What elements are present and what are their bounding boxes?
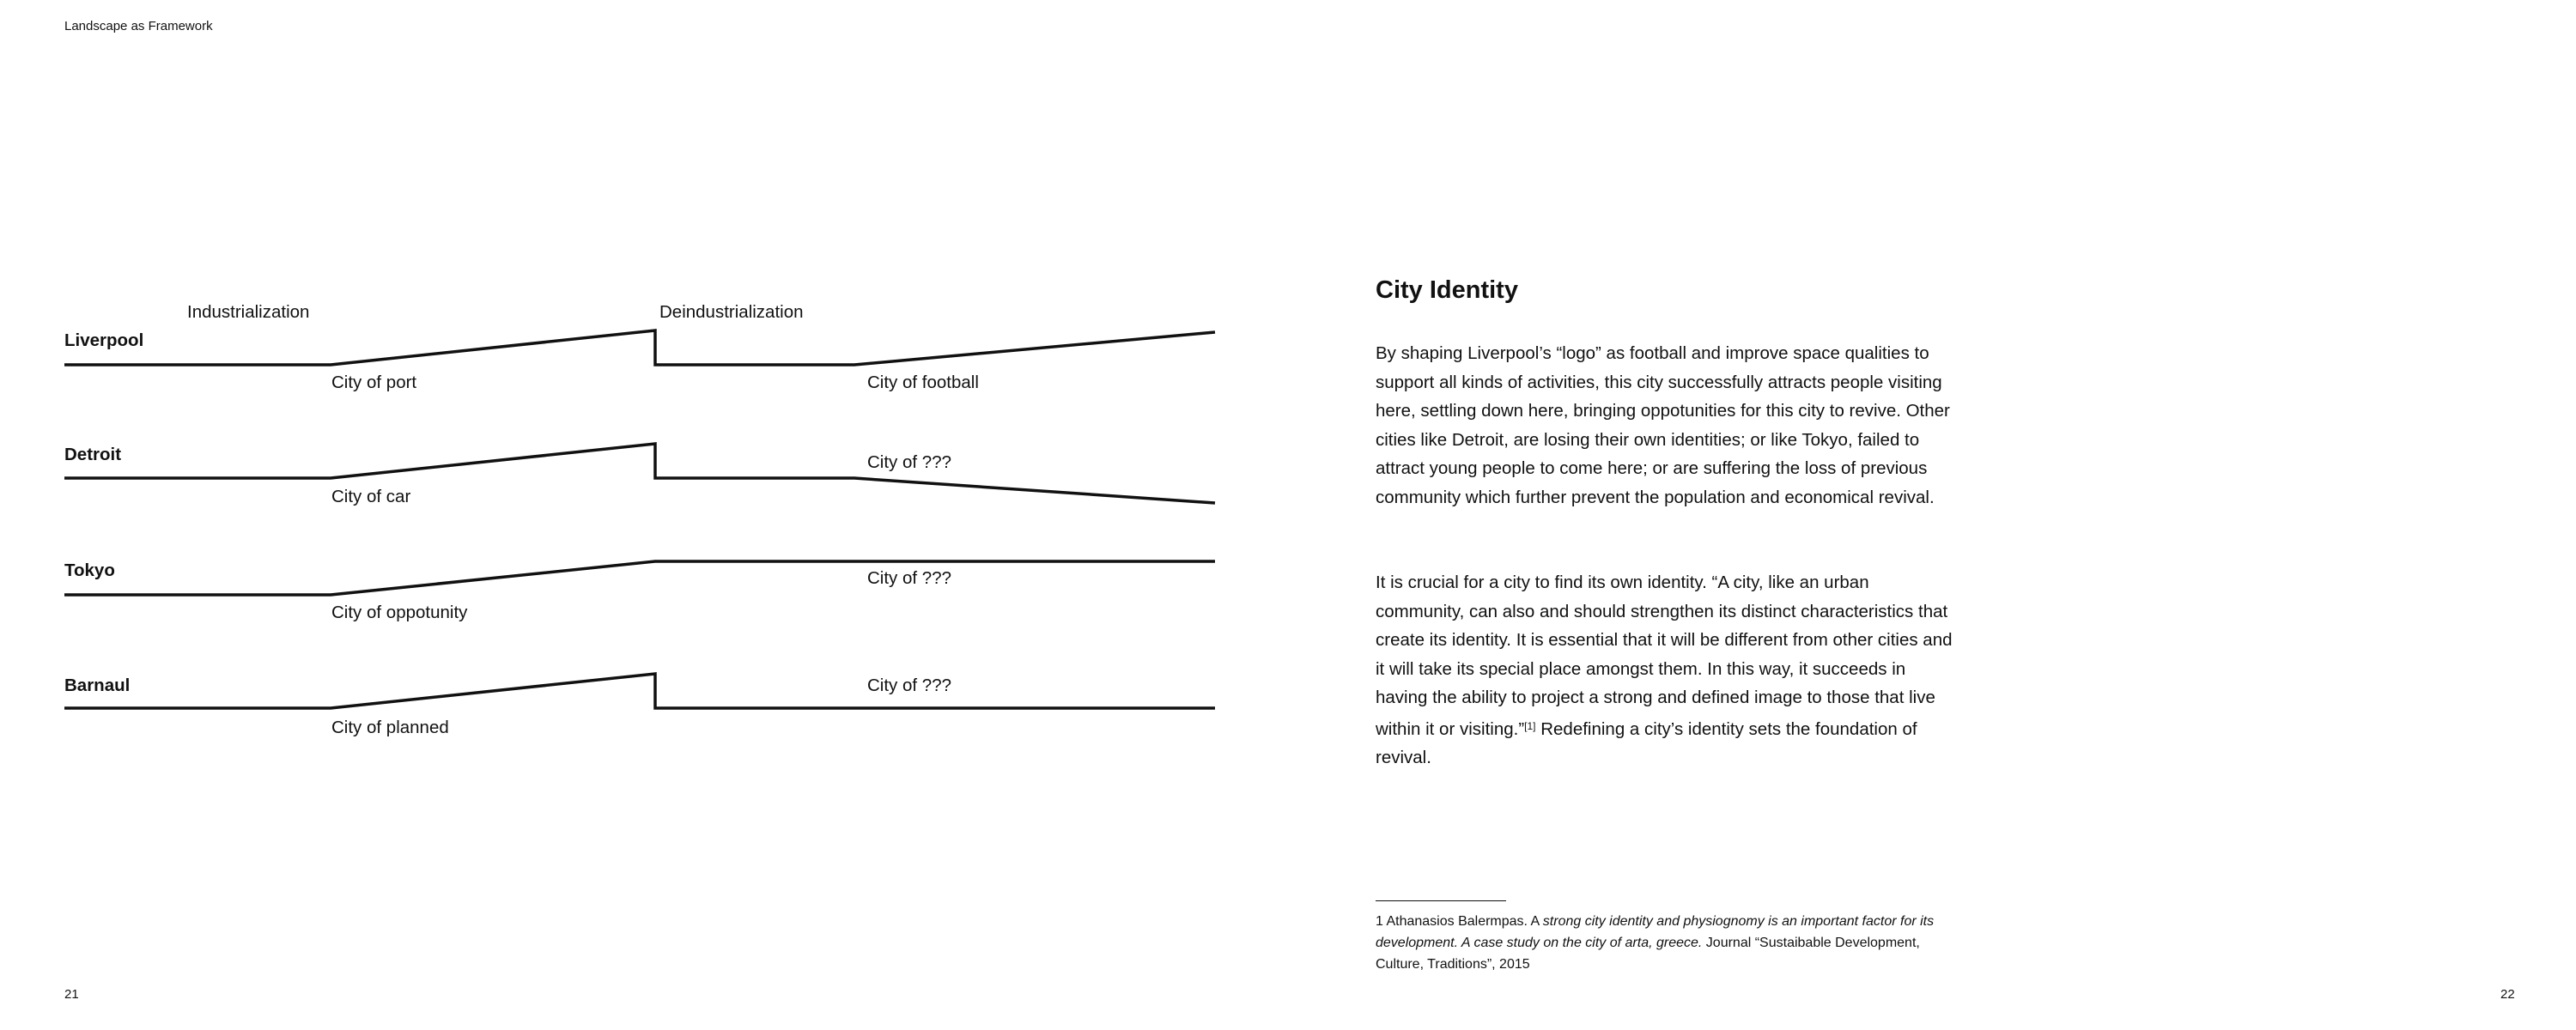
footnote [1376, 911, 1942, 975]
phase-label-industrialization: Industrialization [187, 302, 310, 322]
paragraph-text: It is crucial for a city to find its own identity. “A city, like an urban community, can also and should strengthen its distinct characteristics that create its identity. It is essential that it will be different from other cities and it will take its special place amongst them. In this way, it succeeds in having the ability to project a strong and defined image to those that live within it or visiting.” [1376, 573, 1953, 739]
footnote-author: 1 Athanasios Balermpas. A [1376, 914, 1543, 929]
identity-label-liverpool-2: City of football [867, 373, 979, 392]
identity-label-tokyo-1: City of oppotunity [331, 603, 468, 622]
footnote-article-title: strong city identity and physiognomy is an important factor for its development. A case study on the city of arta, greece. [1376, 914, 1935, 950]
identity-line-tokyo [64, 561, 1215, 595]
city-name-detroit: Detroit [64, 445, 122, 464]
identity-label-liverpool-1: City of port [331, 373, 417, 392]
footnote-reference[interactable]: [1] [1524, 719, 1536, 732]
identity-label-barnaul-2: City of ??? [867, 676, 951, 695]
footnote-divider [1376, 900, 1506, 901]
identity-line-detroit [64, 444, 1215, 503]
article-paragraph: By shaping Liverpool’s “logo” as football and improve space qualities to support all kinds of activities, this city successfully attracts people visiting here, settling down here, bringing oppotunities for this city to revive. Other cities like Detroit, are losing their own identities; or like Tokyo, failed to attract young people to come here; or are suffering the loss of previous community which further prevent the population and economical revival. [1376, 343, 1950, 507]
page-number-right: 22 [2500, 987, 2515, 1002]
identity-line-barnaul [64, 674, 1215, 708]
city-name-tokyo: Tokyo [64, 560, 115, 580]
article-title: City Identity [1376, 276, 1518, 304]
identity-label-detroit-1: City of car [331, 487, 411, 506]
page-number-left: 21 [64, 987, 79, 1002]
running-title: Landscape as Framework [64, 19, 213, 33]
phase-label-deindustrialization: Deindustrialization [659, 302, 804, 322]
identity-label-detroit-2: City of ??? [867, 452, 951, 472]
city-name-barnaul: Barnaul [64, 676, 131, 695]
article-paragraph [1376, 568, 1959, 772]
identity-label-tokyo-2: City of ??? [867, 568, 951, 588]
city-name-liverpool: Liverpool [64, 330, 144, 350]
paragraph-text: Redefining a city’s identity sets the foundation of revival. [1376, 718, 1917, 767]
identity-label-barnaul-1: City of planned [331, 718, 449, 737]
footnote-journal: Journal “Sustaibable Development, Culture, Traditions”, 2015 [1376, 936, 1920, 972]
identity-line-liverpool [64, 330, 1215, 365]
